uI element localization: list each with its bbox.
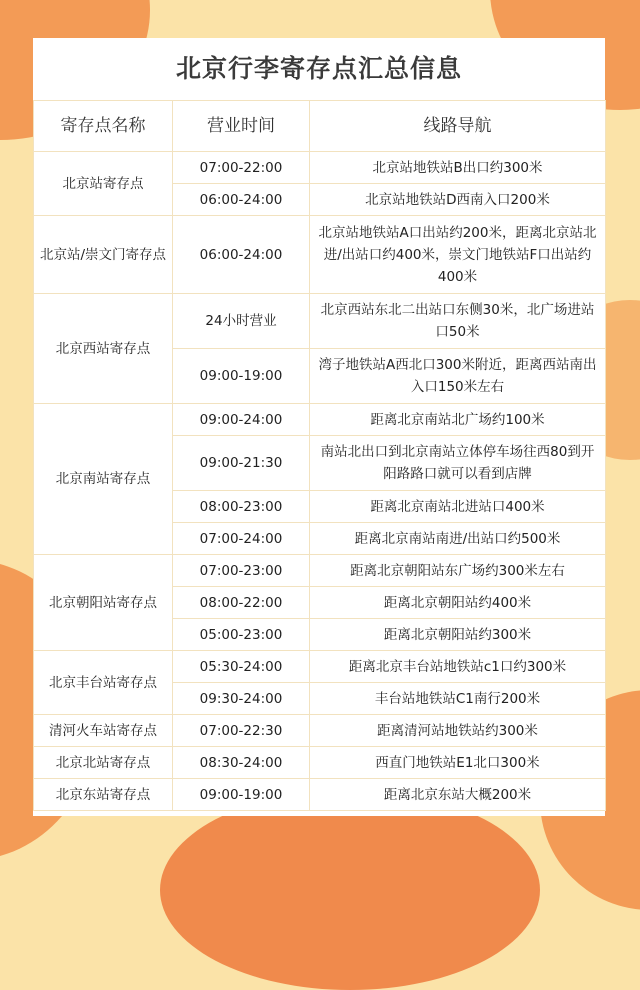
business-hours: 09:30-24:00 [173, 683, 310, 715]
business-hours: 08:00-22:00 [173, 587, 310, 619]
route-navigation: 距离北京东站大概200米 [310, 779, 606, 811]
table-row [34, 651, 606, 683]
route-navigation: 北京站地铁站D西南入口200米 [310, 184, 606, 216]
storage-point-name: 北京西站寄存点 [34, 294, 173, 404]
table-row [34, 216, 606, 294]
route-navigation: 距离北京南站北广场约100米 [310, 404, 606, 436]
table-row [34, 555, 606, 587]
route-navigation: 距离北京南站北进站口400米 [310, 491, 606, 523]
route-navigation: 距离北京丰台站地铁站c1口约300米 [310, 651, 606, 683]
business-hours: 24小时营业 [173, 294, 310, 349]
storage-point-name: 北京朝阳站寄存点 [34, 555, 173, 651]
route-navigation: 南站北出口到北京南站立体停车场往西80到开阳路路口就可以看到店牌 [310, 436, 606, 491]
business-hours: 09:00-19:00 [173, 349, 310, 404]
storage-table [33, 100, 606, 811]
header-name: 寄存点名称 [34, 101, 173, 152]
storage-point-name: 北京东站寄存点 [34, 779, 173, 811]
business-hours: 05:00-23:00 [173, 619, 310, 651]
storage-point-name: 北京北站寄存点 [34, 747, 173, 779]
storage-point-name: 北京南站寄存点 [34, 404, 173, 555]
business-hours: 05:30-24:00 [173, 651, 310, 683]
route-navigation: 西直门地铁站E1北口300米 [310, 747, 606, 779]
route-navigation: 距离北京朝阳站约300米 [310, 619, 606, 651]
table-row [34, 779, 606, 811]
business-hours: 06:00-24:00 [173, 184, 310, 216]
table-row [34, 152, 606, 184]
business-hours: 09:00-21:30 [173, 436, 310, 491]
business-hours: 06:00-24:00 [173, 216, 310, 294]
business-hours: 07:00-22:00 [173, 152, 310, 184]
storage-point-name: 清河火车站寄存点 [34, 715, 173, 747]
table-row [34, 747, 606, 779]
route-navigation: 北京站地铁站B出口约300米 [310, 152, 606, 184]
business-hours: 08:00-23:00 [173, 491, 310, 523]
header-route: 线路导航 [310, 101, 606, 152]
table-header-row [34, 101, 606, 152]
business-hours: 08:30-24:00 [173, 747, 310, 779]
route-navigation: 距离清河站地铁站约300米 [310, 715, 606, 747]
business-hours: 07:00-24:00 [173, 523, 310, 555]
decor-blob [160, 790, 540, 990]
table-row [34, 294, 606, 349]
table-row [34, 715, 606, 747]
business-hours: 07:00-23:00 [173, 555, 310, 587]
route-navigation: 湾子地铁站A西北口300米附近，距离西站南出入口150米左右 [310, 349, 606, 404]
table-body [34, 152, 606, 811]
business-hours: 07:00-22:30 [173, 715, 310, 747]
header-hours: 营业时间 [173, 101, 310, 152]
route-navigation: 北京站地铁站A口出站约200米，距离北京站北进/出站口约400米，崇文门地铁站F口出站约400米 [310, 216, 606, 294]
storage-point-name: 北京丰台站寄存点 [34, 651, 173, 715]
route-navigation: 距离北京朝阳站东广场约300米左右 [310, 555, 606, 587]
business-hours: 09:00-19:00 [173, 779, 310, 811]
route-navigation: 距离北京南站南进/出站口约500米 [310, 523, 606, 555]
page-title: 北京行李寄存点汇总信息 [175, 54, 462, 83]
route-navigation: 丰台站地铁站C1南行200米 [310, 683, 606, 715]
route-navigation: 距离北京朝阳站约400米 [310, 587, 606, 619]
storage-point-name: 北京站寄存点 [34, 152, 173, 216]
info-card [33, 38, 605, 816]
business-hours: 09:00-24:00 [173, 404, 310, 436]
table-row [34, 404, 606, 436]
storage-point-name: 北京站/崇文门寄存点 [34, 216, 173, 294]
route-navigation: 北京西站东北二出站口东侧30米，北广场进站口50米 [310, 294, 606, 349]
